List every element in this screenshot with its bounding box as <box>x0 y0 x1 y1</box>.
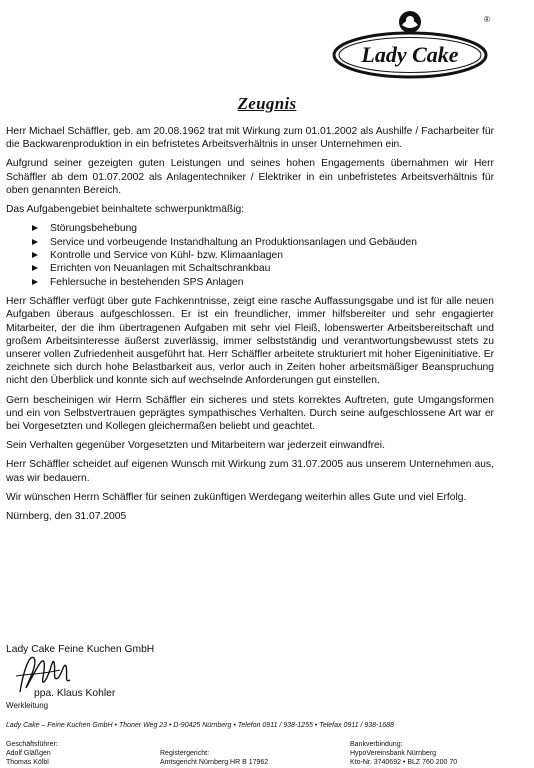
bullet-arrow-icon <box>32 252 38 258</box>
footer-managers: Geschäftsführer: Adolf Gläßgen Thomas Kölbl <box>6 741 58 766</box>
task-item: Störungsbehebung <box>32 222 494 235</box>
paragraph-employment-start: Herr Michael Schäffler, geb. am 20.08.1962 trat mit Wirkung zum 01.01.2002 als Aushilfe / Facharbeiter für die Backwarenproduktion in ein befristetes Arbeitsverhältnis in unser Unternehmen ein. <box>6 126 494 151</box>
signatory-role: Werkleitung <box>6 701 49 710</box>
bullet-arrow-icon <box>32 265 38 271</box>
footer-bank: Bankverbindung: HypoVereinsbank Nürnberg Kto-Nr. 3740692 • BLZ 760 200 70 <box>350 741 458 766</box>
task-item: Errichten von Neuanlagen mit Schaltschrankbau <box>32 262 494 275</box>
paragraph-departure: Herr Schäffler scheidet auf eigenen Wunsch mit Wirkung zum 31.07.2005 aus unserem Unternehmen aus, was wir bedauern. <box>6 459 494 484</box>
signatory-name: ppa. Klaus Kohler <box>34 688 116 699</box>
paragraph-wishes: Wir wünschen Herrn Schäffler für seinen zukünftigen Werdegang weiterhin alles Gute und viel Erfolg. <box>6 491 467 503</box>
logo-text: Lady Cake <box>361 42 459 67</box>
paragraph-conduct: Gern bescheinigen wir Herrn Schäffler ein sicheres und stets korrektes Auftreten, gute Umgangsformen und ein von Selbstvertrauen geprägtes sympathisches Verhalten. Durch seine aufgeschlossene Art war er bei Vorgesetzten und Kollegen gleichermaßen beliebt und geachtet. <box>6 394 494 433</box>
registered-mark: ® <box>484 15 490 24</box>
bullet-arrow-icon <box>32 279 38 285</box>
paragraph-promotion: Aufgrund seiner gezeigten guten Leistungen und seines hohen Engagements übernahmen wir Herr Schäffler ab dem 01.07.2002 als Anlagentechniker / Elektriker in ein unbefristetes Arbeitsverhältnis für oben genannten Bereich. <box>6 158 494 196</box>
place-date: Nürnberg, den 31.07.2005 <box>6 511 127 523</box>
footer-address: Lady Cake – Feine Kuchen GmbH • Thoner Weg 23 • D-90425 Nürnberg • Telefon 0911 / 938-1255 • Telefax 0911 / 938-1688 <box>6 722 394 729</box>
lady-cake-logo <box>330 8 490 82</box>
task-list <box>6 222 494 289</box>
paragraph-performance: Herr Schäffler verfügt über gute Fachkenntnisse, zeigt eine rasche Auffassungsgabe und ist für alle neuen Aufgaben überaus aufgeschlossen. Er ist ein freundlicher, immer hilfsbereiter und sehr engagierter Mitarbeiter, der die ihm übertragenen Aufgaben mit sehr viel Fleiß, lobenswerter Arbeitsbereitschaft und großem Arbeitsinteresse äußerst zuverlässig, immer selbstständig und verantwortungsbewusst stets zu unserer vollen Zufriedenheit ausgeführt hat. Herr Schäffler arbeitete strukturiert mit hoher Eigeninitiative. Er zeichnete sich durch hohe Belastbarkeit aus, verlor auch in Zeiten hoher arbeitsmäßiger Beanspruchung nicht den Überblick und konnte sich auf wechselnde Anforderungen gut einstellen. <box>6 296 495 387</box>
task-item: Service und vorbeugende Instandhaltung an Produktionsanlagen und Gebäuden <box>32 236 494 249</box>
signature-company: Lady Cake Feine Kuchen GmbH <box>6 644 155 655</box>
document-title: Zeugnis <box>237 94 297 113</box>
task-item: Kontrolle und Service von Kühl- bzw. Klimaanlagen <box>32 249 494 262</box>
certificate-body <box>6 125 494 529</box>
task-item: Fehlersuche in bestehenden SPS Anlagen <box>32 276 494 289</box>
paragraph-tasks-intro: Das Aufgabengebiet beinhaltete schwerpunktmäßig: <box>6 204 245 216</box>
bullet-arrow-icon <box>32 225 38 231</box>
footer-register: Registergericht: Amtsgericht Nürnberg HR B 17962 <box>160 750 269 766</box>
paragraph-behavior: Sein Verhalten gegenüber Vorgesetzten und Mitarbeitern war jederzeit einwandfrei. <box>6 440 385 452</box>
bullet-arrow-icon <box>32 239 38 245</box>
